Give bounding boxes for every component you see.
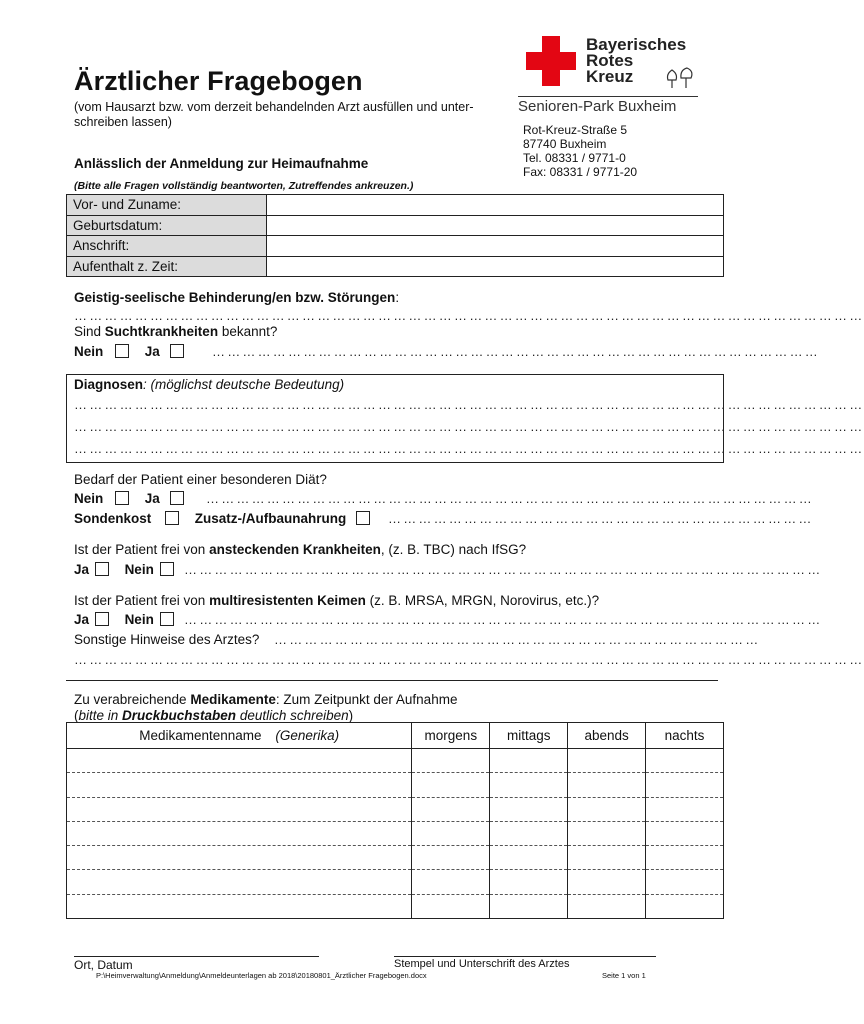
subtitle-line-1: (vom Hausarzt bzw. vom derzeit behandelnden Arzt ausfüllen und unter- <box>74 100 474 114</box>
section-divider <box>66 680 718 681</box>
field-input-birthdate[interactable] <box>267 215 724 236</box>
stamp-signature-label: Stempel und Unterschrift des Arztes <box>394 958 570 970</box>
addiction-prefix: Sind <box>74 324 105 339</box>
diet-question: Bedarf der Patient einer besonderen Diät? <box>74 472 327 487</box>
table-row <box>67 749 724 773</box>
diet-options <box>74 491 184 506</box>
med-name-cell[interactable] <box>67 821 412 845</box>
addiction-question <box>74 324 277 339</box>
note-open: ( <box>74 708 79 723</box>
instructions: (Bitte alle Fragen vollständig beantworten, Zutreffendes ankreuzen.) <box>74 180 414 192</box>
med-evening-cell[interactable] <box>568 797 646 821</box>
field-label-name: Vor- und Zuname: <box>67 195 267 216</box>
diagnoses-heading <box>74 377 344 392</box>
address-street: Rot-Kreuz-Straße 5 <box>523 123 628 137</box>
addiction-bold: Suchtkrankheiten <box>104 324 219 339</box>
table-header-row <box>67 723 724 749</box>
table-row <box>67 821 724 845</box>
col-generic: (Generika) <box>275 728 340 743</box>
address-fax: Fax: 08331 / 9771-20 <box>523 165 638 179</box>
table-row <box>67 894 724 918</box>
germs-no-label: Nein <box>124 612 154 627</box>
med-name-cell[interactable] <box>67 797 412 821</box>
infection-prefix: Ist der Patient frei von <box>74 542 210 557</box>
col-header-evening: abends <box>568 723 646 749</box>
med-name-cell[interactable] <box>67 773 412 797</box>
organization-name: Senioren-Park Buxheim <box>518 98 677 115</box>
med-evening-cell[interactable] <box>568 894 646 918</box>
diet-no-checkbox[interactable] <box>115 491 129 505</box>
addiction-yes-checkbox[interactable] <box>170 344 184 358</box>
logo-line-3: Kreuz <box>586 67 634 86</box>
table-row <box>67 846 724 870</box>
diagnoses-hint: : (möglichst deutsche Bedeutung) <box>143 377 345 392</box>
medications-intro-bold: Medikamente <box>190 692 276 707</box>
med-night-cell[interactable] <box>646 797 724 821</box>
field-label-current-stay: Aufenthalt z. Zeit: <box>67 256 267 277</box>
medications-intro-suffix: : Zum Zeitpunkt der Aufnahme <box>275 692 458 707</box>
red-cross-logo <box>526 36 576 86</box>
med-night-cell[interactable] <box>646 749 724 773</box>
diet-yes-checkbox[interactable] <box>170 491 184 505</box>
med-evening-cell[interactable] <box>568 749 646 773</box>
tube-feeding-option <box>74 511 370 526</box>
occasion-heading: Anlässlich der Anmeldung zur Heimaufnahme <box>74 156 369 171</box>
infection-question <box>74 542 526 557</box>
addiction-answer-line[interactable]: ………………………………………………………………………………………………………… <box>212 344 820 359</box>
infection-yes-label: Ja <box>74 562 90 577</box>
disability-colon: : <box>395 290 400 305</box>
med-evening-cell[interactable] <box>568 870 646 894</box>
table-row <box>67 797 724 821</box>
med-noon-cell[interactable] <box>490 846 568 870</box>
field-input-current-stay[interactable] <box>267 256 724 277</box>
addiction-no-option <box>74 344 184 359</box>
field-input-name[interactable] <box>267 195 724 216</box>
addiction-yes-label: Ja <box>144 344 160 359</box>
disability-question <box>74 290 399 305</box>
infection-no-label: Nein <box>124 562 154 577</box>
diet-no-label: Nein <box>74 491 104 506</box>
med-noon-cell[interactable] <box>490 797 568 821</box>
infection-yes-checkbox[interactable] <box>95 562 109 576</box>
med-evening-cell[interactable] <box>568 773 646 797</box>
med-name-cell[interactable] <box>67 894 412 918</box>
germs-answer-line[interactable]: ……………………………………………………………………………………………………………… <box>184 612 823 627</box>
supplement-checkbox[interactable] <box>356 511 370 525</box>
med-noon-cell[interactable] <box>490 870 568 894</box>
col-header-morning: morgens <box>412 723 490 749</box>
medications-intro <box>74 692 457 707</box>
infection-bold: ansteckenden Krankheiten <box>209 542 381 557</box>
med-noon-cell[interactable] <box>490 773 568 797</box>
field-input-address[interactable] <box>267 236 724 257</box>
infection-no-checkbox[interactable] <box>160 562 174 576</box>
table-row <box>67 256 724 277</box>
subtitle-line-2: schreiben lassen) <box>74 115 172 129</box>
medications-note <box>74 708 353 723</box>
germs-no-checkbox[interactable] <box>160 612 174 626</box>
med-morning-cell[interactable] <box>412 894 490 918</box>
page-title: Ärztlicher Fragebogen <box>74 66 363 96</box>
note-close: ) <box>348 708 354 723</box>
med-evening-cell[interactable] <box>568 821 646 845</box>
col-header-night: nachts <box>646 723 724 749</box>
germs-bold: multiresistenten Keimen <box>209 593 366 608</box>
diagnoses-line-3[interactable]: ………………………………………………………………………………………………………………………………………… <box>74 441 864 456</box>
med-morning-cell[interactable] <box>412 870 490 894</box>
med-noon-cell[interactable] <box>490 821 568 845</box>
addiction-suffix: bekannt? <box>218 324 278 339</box>
tube-feeding-label: Sondenkost <box>74 511 152 526</box>
germs-yes-checkbox[interactable] <box>95 612 109 626</box>
addiction-no-checkbox[interactable] <box>115 344 129 358</box>
address-city: 87740 Buxheim <box>523 137 607 151</box>
germs-suffix: (z. B. MRSA, MRGN, Norovirus, etc.)? <box>365 593 600 608</box>
med-morning-cell[interactable] <box>412 749 490 773</box>
infection-answer-line[interactable]: ……………………………………………………………………………………………………………… <box>184 562 823 577</box>
col-header-medication <box>67 723 412 749</box>
place-date-line[interactable] <box>74 956 319 957</box>
table-row <box>67 236 724 257</box>
logo-line-1: Bayerisches <box>586 35 687 54</box>
other-notes-line-2[interactable]: ………………………………………………………………………………………………………………………………………… <box>74 652 864 667</box>
logo-line-2: Rotes <box>586 51 634 70</box>
col-medication-name: Medikamentenname <box>139 728 262 743</box>
field-label-birthdate: Geburtsdatum: <box>67 215 267 236</box>
tree-icon <box>664 66 700 90</box>
diagnoses-line-1[interactable]: ………………………………………………………………………………………………………………………………………… <box>74 397 864 412</box>
supplement-label: Zusatz-/Aufbaunahrung <box>194 511 347 526</box>
note-italic-2: deutlich schreiben <box>236 708 349 723</box>
med-night-cell[interactable] <box>646 894 724 918</box>
place-date-label: Ort, Datum <box>74 958 133 972</box>
med-night-cell[interactable] <box>646 870 724 894</box>
table-row <box>67 773 724 797</box>
medications-table <box>66 722 724 919</box>
diet-yes-label: Ja <box>144 491 160 506</box>
diet-answer-line[interactable]: ………………………………………………………………………………………………………… <box>206 491 814 506</box>
table-row <box>67 870 724 894</box>
note-italic-1: bitte in <box>78 708 123 723</box>
med-name-cell[interactable] <box>67 870 412 894</box>
field-label-address: Anschrift: <box>67 236 267 257</box>
germs-question <box>74 593 599 608</box>
logo-divider <box>518 96 698 97</box>
med-name-cell[interactable] <box>67 846 412 870</box>
germs-options <box>74 612 174 627</box>
other-notes-line-1[interactable]: …………………………………………………………………………………… <box>274 632 761 647</box>
med-name-cell[interactable] <box>67 749 412 773</box>
med-morning-cell[interactable] <box>412 846 490 870</box>
med-morning-cell[interactable] <box>412 821 490 845</box>
infection-suffix: , (z. B. TBC) nach IfSG? <box>380 542 527 557</box>
addiction-no-label: Nein <box>74 344 104 359</box>
med-night-cell[interactable] <box>646 846 724 870</box>
supplement-answer-line[interactable]: ………………………………………………………………………… <box>388 511 814 526</box>
med-night-cell[interactable] <box>646 821 724 845</box>
med-noon-cell[interactable] <box>490 894 568 918</box>
med-evening-cell[interactable] <box>568 846 646 870</box>
file-path: P:\Heimverwaltung\Anmeldung\Anmeldeunterlagen ab 2018\20180801_Ärztlicher Fragebogen.docx <box>96 971 427 980</box>
germs-prefix: Ist der Patient frei von <box>74 593 210 608</box>
other-notes-question: Sonstige Hinweise des Arztes? <box>74 632 260 647</box>
note-bold: Druckbuchstaben <box>122 708 237 723</box>
page-number: Seite 1 von 1 <box>602 971 646 980</box>
med-morning-cell[interactable] <box>412 773 490 797</box>
med-morning-cell[interactable] <box>412 797 490 821</box>
diagnoses-label: Diagnosen <box>74 377 144 392</box>
medications-intro-prefix: Zu verabreichende <box>74 692 191 707</box>
med-night-cell[interactable] <box>646 773 724 797</box>
personal-data-table <box>66 194 724 277</box>
table-row <box>67 195 724 216</box>
infection-options <box>74 562 174 577</box>
table-row <box>67 215 724 236</box>
diagnoses-line-2[interactable]: ………………………………………………………………………………………………………………………………………… <box>74 419 864 434</box>
stamp-signature-line[interactable] <box>394 956 656 957</box>
col-header-noon: mittags <box>490 723 568 749</box>
disability-answer-line[interactable]: ………………………………………………………………………………………………………………………………………… <box>74 308 864 323</box>
address-tel: Tel. 08331 / 9771-0 <box>523 151 626 165</box>
disability-label: Geistig-seelische Behinderung/en bzw. Störungen <box>74 290 396 305</box>
med-noon-cell[interactable] <box>490 749 568 773</box>
tube-feeding-checkbox[interactable] <box>165 511 179 525</box>
germs-yes-label: Ja <box>74 612 90 627</box>
